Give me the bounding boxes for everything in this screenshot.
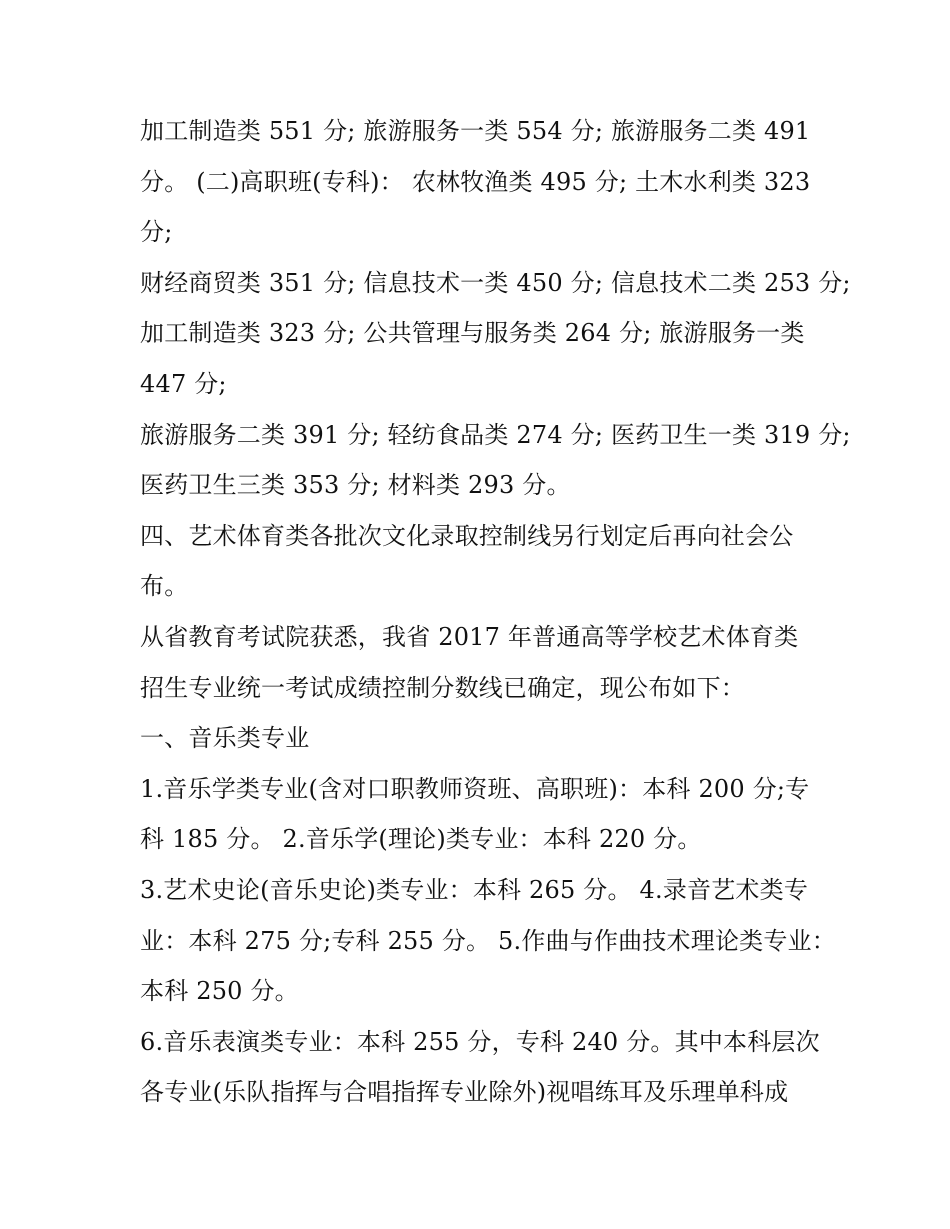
text-line: 财经商贸类 351 分; 信息技术一类 450 分; 信息技术二类 253 分; — [140, 268, 851, 297]
text-line: 6.音乐表演类专业：本科 255 分，专科 240 分。其中本科层次 — [140, 1027, 820, 1056]
text-line: 本科 250 分。 — [140, 977, 299, 1006]
text-line: 3.艺术史论(音乐史论)类专业：本科 265 分。 4.录音艺术类专 — [140, 875, 809, 904]
document-body — [140, 106, 851, 1118]
text-line: 分。 (二)高职班(专科)： 农林牧渔类 495 分; 土木水利类 323 — [140, 167, 811, 196]
text-line: 加工制造类 551 分; 旅游服务一类 554 分; 旅游服务二类 491 — [140, 117, 811, 145]
text-line: 四、艺术体育类各批次文化录取控制线另行划定后再向社会公 — [140, 521, 794, 550]
text-line: 加工制造类 323 分; 公共管理与服务类 264 分; 旅游服务一类 — [140, 319, 805, 348]
text-line: 业：本科 275 分;专科 255 分。 5.作曲与作曲技术理论类专业： — [140, 926, 836, 955]
section-heading: 一、音乐类专业 — [140, 724, 310, 753]
text-line: 从省教育考试院获悉，我省 2017 年普通高等学校艺术体育类 — [140, 622, 799, 651]
text-line: 布。 — [140, 572, 189, 601]
text-line: 1.音乐学类专业(含对口职教师资班、高职班)：本科 200 分;专 — [140, 774, 810, 803]
text-line: 招生专业统一考试成绩控制分数线已确定，现公布如下： — [140, 673, 745, 702]
text-line: 各专业(乐队指挥与合唱指挥专业除外)视唱练耳及乐理单科成 — [140, 1078, 789, 1107]
text-line: 医药卫生三类 353 分; 材料类 293 分。 — [140, 471, 571, 500]
text-line: 分; — [140, 218, 173, 247]
text-line: 旅游服务二类 391 分; 轻纺食品类 274 分; 医药卫生一类 319 分; — [140, 420, 851, 449]
text-line: 447 分; — [140, 369, 227, 398]
text-line: 科 185 分。 2.音乐学(理论)类专业：本科 220 分。 — [140, 825, 702, 854]
